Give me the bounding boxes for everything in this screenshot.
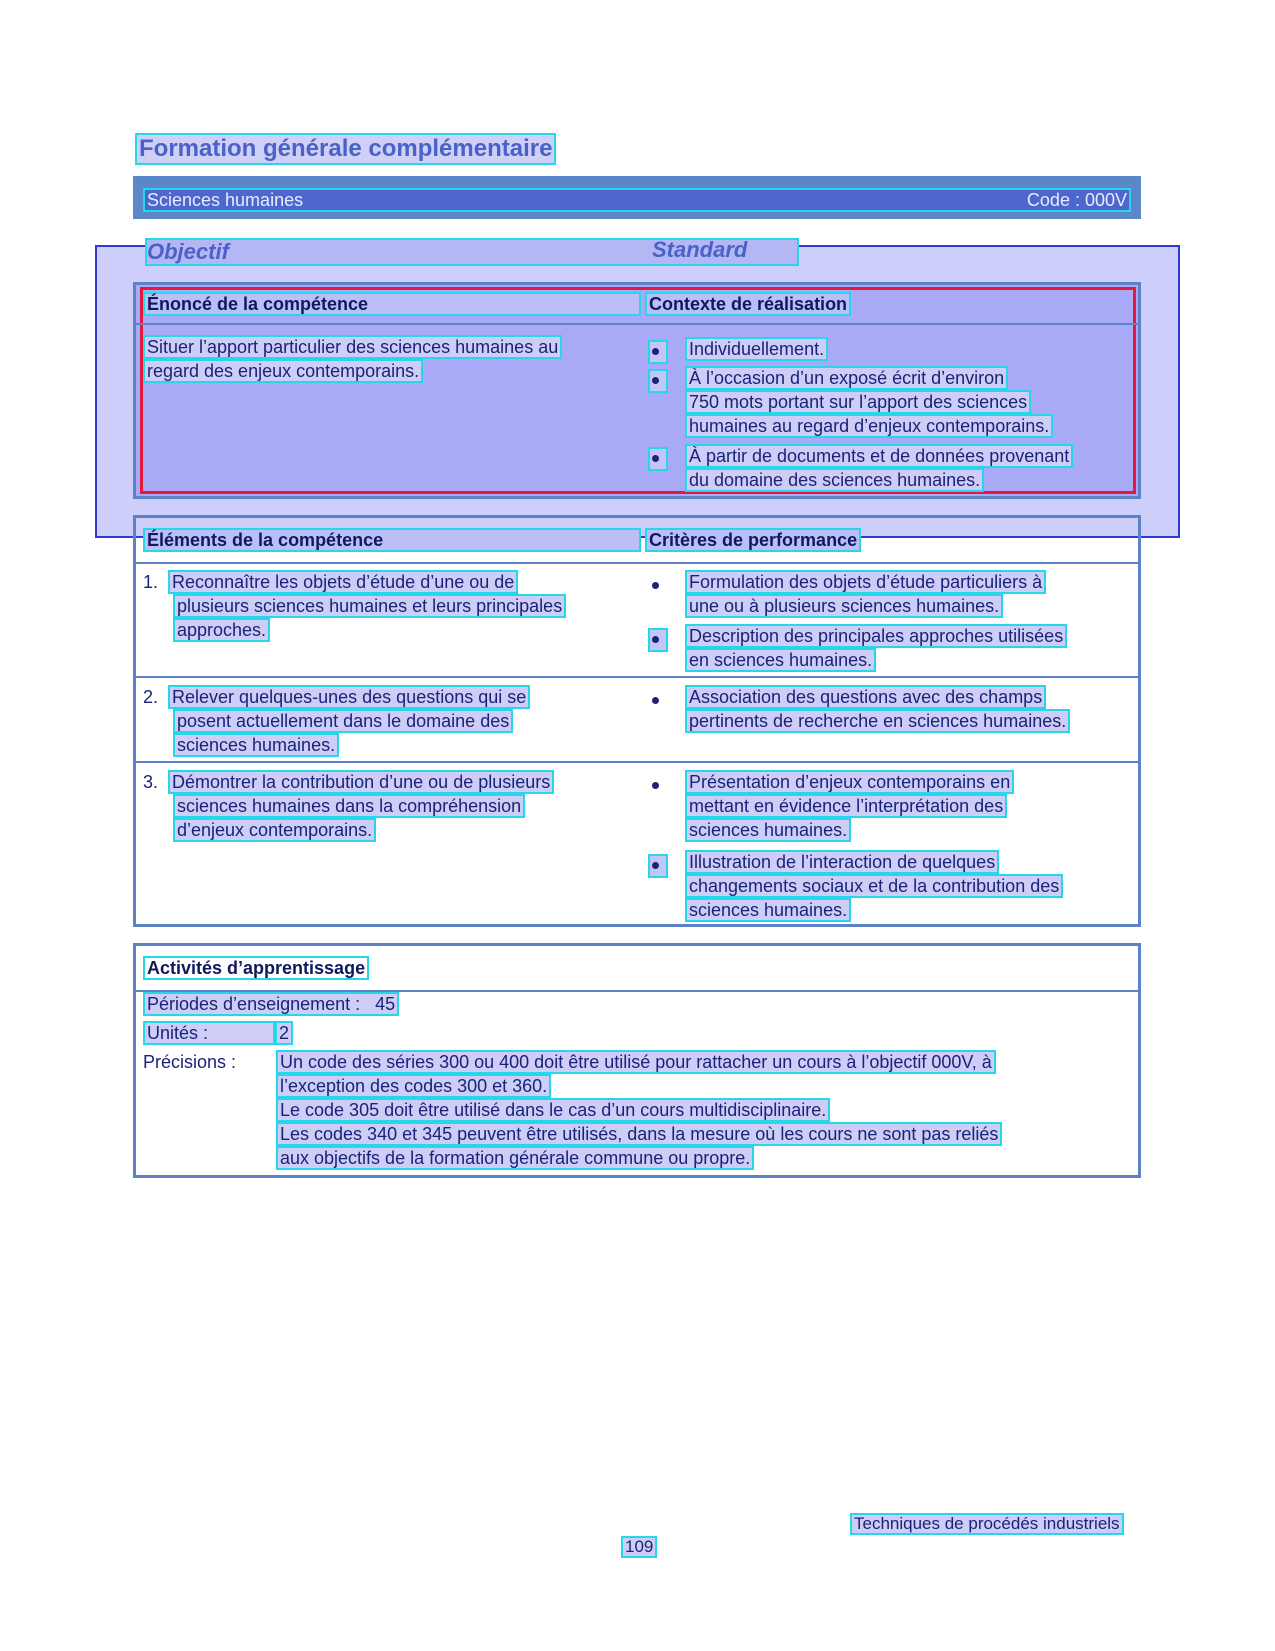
precision-line: l’exception des codes 300 et 360. bbox=[276, 1074, 551, 1098]
enonce-line: regard des enjeux contemporains. bbox=[143, 359, 423, 383]
bullet-icon bbox=[648, 689, 668, 713]
bullet-icon bbox=[648, 628, 668, 652]
element-line: Reconnaître les objets d’étude d’une ou de bbox=[168, 570, 518, 594]
critere-line: en sciences humaines. bbox=[685, 648, 876, 672]
critere-item bbox=[685, 685, 1070, 733]
critere-line: une ou à plusieurs sciences humaines. bbox=[685, 594, 1003, 618]
periodes-value: 45 bbox=[375, 994, 396, 1014]
enonce-line: Situer l’apport particulier des sciences humaines au bbox=[143, 335, 562, 359]
divider bbox=[136, 562, 1138, 564]
precision-line: Le code 305 doit être utilisé dans le cas d’un cours multidisciplinaire. bbox=[276, 1098, 830, 1122]
bullet-icon bbox=[648, 340, 668, 364]
divider bbox=[136, 323, 1138, 325]
element-line: sciences humaines dans la compréhension bbox=[173, 794, 525, 818]
contexte-line: À partir de documents et de données provenant bbox=[685, 444, 1073, 468]
subject-code: Code : 000V bbox=[1026, 190, 1127, 210]
precision-line: aux objectifs de la formation générale commune ou propre. bbox=[276, 1146, 754, 1170]
critere-line: Description des principales approches utilisées bbox=[685, 624, 1067, 648]
critere-line: Association des questions avec des champs bbox=[685, 685, 1046, 709]
element-number: 1. bbox=[143, 572, 159, 592]
periodes-label bbox=[143, 992, 399, 1016]
precisions-text bbox=[276, 1050, 1002, 1170]
contexte-item bbox=[685, 366, 1053, 438]
contexte-header: Contexte de réalisation bbox=[645, 292, 851, 316]
contexte-item bbox=[685, 444, 1073, 492]
element-row bbox=[143, 770, 554, 842]
element-line: plusieurs sciences humaines et leurs principales bbox=[173, 594, 566, 618]
standard-label: Standard bbox=[652, 237, 748, 262]
critere-item bbox=[685, 850, 1063, 922]
precisions-label: Précisions : bbox=[143, 1052, 237, 1072]
critere-item bbox=[685, 770, 1014, 842]
subject-code-row bbox=[143, 188, 1131, 212]
criteres-header: Critères de performance bbox=[645, 528, 861, 552]
critere-line: Présentation d’enjeux contemporains en bbox=[685, 770, 1014, 794]
page-number: 109 bbox=[621, 1536, 657, 1558]
bullet-icon bbox=[648, 774, 668, 798]
contexte-line: 750 mots portant sur l’apport des sciences bbox=[685, 390, 1031, 414]
bullet-icon bbox=[648, 369, 668, 393]
element-line: d’enjeux contemporains. bbox=[173, 818, 376, 842]
critere-item bbox=[685, 570, 1046, 618]
element-row bbox=[143, 570, 566, 642]
precision-line: Les codes 340 et 345 peuvent être utilisés, dans la mesure où les cours ne sont pas reliés bbox=[276, 1122, 1002, 1146]
element-line: sciences humaines. bbox=[173, 733, 339, 757]
critere-line: mettant en évidence l’interprétation des bbox=[685, 794, 1007, 818]
unites-value: 2 bbox=[275, 1021, 293, 1045]
critere-line: sciences humaines. bbox=[685, 898, 851, 922]
unites-label: Unités : bbox=[143, 1021, 275, 1045]
critere-line: pertinents de recherche en sciences humaines. bbox=[685, 709, 1070, 733]
element-number: 3. bbox=[143, 772, 159, 792]
objectif-label: Objectif bbox=[145, 238, 799, 266]
unites-row bbox=[143, 1021, 293, 1045]
element-line: approches. bbox=[173, 618, 270, 642]
contexte-line: du domaine des sciences humaines. bbox=[685, 468, 984, 492]
divider bbox=[136, 676, 1138, 678]
bullet-icon bbox=[648, 574, 668, 598]
element-number: 2. bbox=[143, 687, 159, 707]
element-line: Relever quelques-unes des questions qui se bbox=[168, 685, 530, 709]
critere-line: sciences humaines. bbox=[685, 818, 851, 842]
footer-program: Techniques de procédés industriels bbox=[850, 1513, 1124, 1535]
divider bbox=[136, 761, 1138, 763]
periodes-label-text: Périodes d’enseignement : bbox=[147, 994, 361, 1014]
bullet-icon bbox=[648, 447, 668, 471]
element-line: Démontrer la contribution d’une ou de plusieurs bbox=[168, 770, 554, 794]
contexte-line: Individuellement. bbox=[685, 337, 828, 361]
subject-code-bar bbox=[133, 176, 1141, 219]
critere-item bbox=[685, 624, 1067, 672]
activites-header: Activités d’apprentissage bbox=[143, 956, 369, 980]
precision-line: Un code des séries 300 ou 400 doit être utilisé pour rattacher un cours à l’objectif 000V, à bbox=[276, 1050, 996, 1074]
critere-line: Illustration de l’interaction de quelques bbox=[685, 850, 999, 874]
element-line: posent actuellement dans le domaine des bbox=[173, 709, 513, 733]
subject-name: Sciences humaines bbox=[147, 190, 304, 210]
page-title: Formation générale complémentaire bbox=[135, 133, 556, 165]
contexte-line: À l’occasion d’un exposé écrit d’environ bbox=[685, 366, 1008, 390]
enonce-text bbox=[143, 335, 562, 383]
critere-line: Formulation des objets d’étude particuliers à bbox=[685, 570, 1046, 594]
bullet-icon bbox=[648, 854, 668, 878]
elements-header: Éléments de la compétence bbox=[143, 528, 641, 552]
critere-line: changements sociaux et de la contribution des bbox=[685, 874, 1063, 898]
contexte-item bbox=[685, 337, 828, 361]
periodes-row bbox=[143, 992, 399, 1016]
contexte-line: humaines au regard d’enjeux contemporains. bbox=[685, 414, 1053, 438]
element-row bbox=[143, 685, 530, 757]
enonce-header: Énoncé de la compétence bbox=[143, 292, 641, 316]
